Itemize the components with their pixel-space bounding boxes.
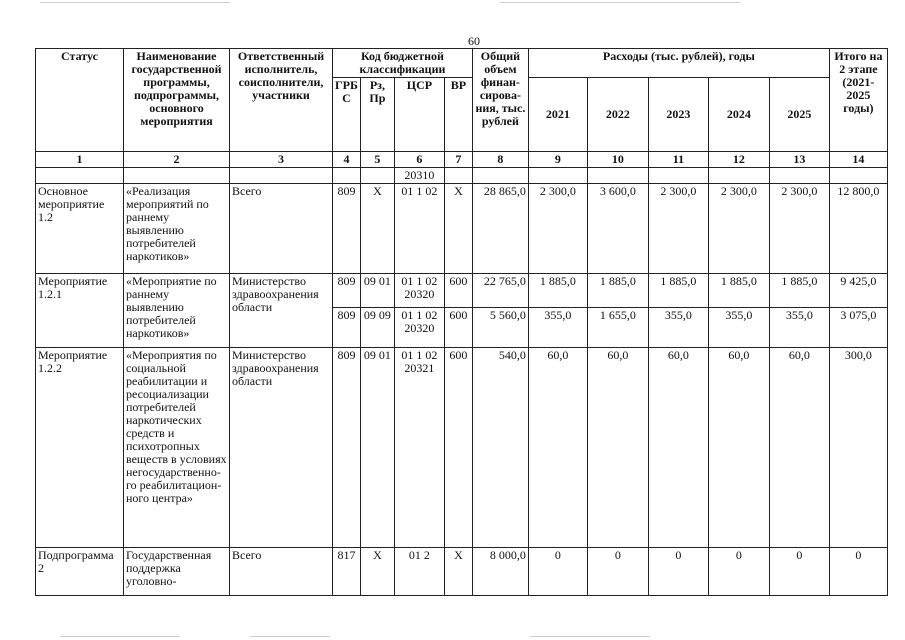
cell-rzpr: Х [360, 184, 394, 274]
header-name: Наименование государственной программы, подпрограммы, основного мероприятия [124, 49, 230, 152]
cell-2022: 3 600,0 [587, 184, 648, 274]
header-total-volume: Общий объем финан-сирова-ния, тыс. рублей [472, 49, 528, 152]
cell-grbs: 809 [333, 348, 361, 548]
cell-vr: 600 [444, 348, 472, 548]
cell-grbs: 809 [333, 184, 361, 274]
header-executor: Ответственный исполнитель, соисполнители, участники [230, 49, 333, 152]
header-vr: ВР [444, 78, 472, 152]
cell-2025: 2 300,0 [769, 184, 829, 274]
cell-csr-part: 20320 [404, 287, 435, 301]
cell-grbs: 809 [333, 274, 361, 308]
cell-2025: 355,0 [769, 308, 829, 348]
column-number: 7 [444, 152, 472, 168]
cell-total: 540,0 [472, 348, 528, 548]
cell-rzpr: 09 01 [360, 348, 394, 548]
table-row [36, 348, 888, 548]
cell-executor: Министерство здравоохранения области [230, 274, 333, 348]
cell-rzpr: 09 01 [360, 274, 394, 308]
cell-2021: 2 300,0 [528, 184, 587, 274]
cell-status: Мероприятие 1.2.2 [36, 348, 124, 548]
table-row [36, 548, 888, 596]
column-number: 12 [708, 152, 769, 168]
cell-2021: 60,0 [528, 348, 587, 548]
cell-2023: 0 [648, 548, 708, 596]
cell-2024: 0 [708, 548, 769, 596]
cell-stage-total: 9 425,0 [829, 274, 887, 308]
column-number: 1 [36, 152, 124, 168]
bottom-scan-line-left [60, 636, 180, 637]
header-rzpr: Рз, Пр [360, 78, 394, 152]
cell-2025: 0 [769, 548, 829, 596]
top-scan-line-left [40, 2, 230, 3]
cell-csr: 01 2 [394, 548, 444, 596]
column-number: 6 [394, 152, 444, 168]
cell-rzpr: Х [360, 548, 394, 596]
cell-executor: Всего [230, 184, 333, 274]
header-expenses: Расходы (тыс. рублей), годы [528, 49, 829, 78]
cell-name: Государственная поддержка уголовно- [124, 548, 230, 596]
cell-vr: 600 [444, 274, 472, 308]
column-number: 3 [230, 152, 333, 168]
cell-2024: 60,0 [708, 348, 769, 548]
cell-csr: 01 1 02 [394, 184, 444, 274]
cell-rzpr: 09 09 [360, 308, 394, 348]
cell-2024: 2 300,0 [708, 184, 769, 274]
header-year-2024: 2024 [708, 78, 769, 152]
cell-csr-part: 20320 [404, 321, 435, 335]
cell-csr [394, 348, 444, 548]
column-number: 14 [829, 152, 887, 168]
bottom-scan-line-mid [250, 636, 330, 637]
cell-total: 5 560,0 [472, 308, 528, 348]
cell-csr-part: 01 1 02 [401, 348, 438, 362]
header-csr: ЦСР [394, 78, 444, 152]
cell-2024: 355,0 [708, 308, 769, 348]
cell-name: «Мероприятия по социальной реабилитации и ресоциализации потребителей наркотических средств и психотропных веществ в условиях негосударственно-го реабилитацион-ного центра» [124, 348, 230, 548]
table-row [36, 274, 888, 308]
cell-total: 8 000,0 [472, 548, 528, 596]
cell-total: 22 765,0 [472, 274, 528, 308]
column-number: 5 [360, 152, 394, 168]
bottom-scan-line-right [530, 636, 650, 637]
budget-table [35, 48, 888, 596]
cell-status: Подпрограмма 2 [36, 548, 124, 596]
cell-2023: 2 300,0 [648, 184, 708, 274]
header-status: Статус [36, 49, 124, 152]
cell-2022: 0 [587, 548, 648, 596]
cell-2023: 355,0 [648, 308, 708, 348]
page-number: 60 [468, 34, 480, 48]
cell-csr-part: 01 1 02 [401, 274, 438, 288]
cell-csr-part: 20321 [404, 361, 435, 375]
cell-vr: Х [444, 184, 472, 274]
header-grbs: ГРБ С [333, 78, 361, 152]
header-year-2022: 2022 [587, 78, 648, 152]
cell-grbs: 809 [333, 308, 361, 348]
cell-vr: Х [444, 548, 472, 596]
header-budget-code: Код бюджетной классификации [333, 49, 473, 78]
column-number: 4 [333, 152, 361, 168]
cell-2022: 60,0 [587, 348, 648, 548]
header-year-2025: 2025 [769, 78, 829, 152]
column-number: 9 [528, 152, 587, 168]
cell-name: «Реализация мероприятий по раннему выявлению потребителей наркотиков» [124, 184, 230, 274]
cell-csr [394, 308, 444, 348]
cell-name: «Мероприятие по раннему выявлению потребителей наркотиков» [124, 274, 230, 348]
cell-vr: 600 [444, 308, 472, 348]
top-scan-line-right [500, 2, 740, 3]
cell-total: 28 865,0 [472, 184, 528, 274]
column-number: 13 [769, 152, 829, 168]
cell-2024: 1 885,0 [708, 274, 769, 308]
cell-executor: Министерство здравоохранения области [230, 348, 333, 548]
cell-stage-total: 0 [829, 548, 887, 596]
cell-2025: 60,0 [769, 348, 829, 548]
cell-status: Мероприятие 1.2.1 [36, 274, 124, 348]
header-year-2021: 2021 [528, 78, 587, 152]
cell-executor: Всего [230, 548, 333, 596]
cell-2023: 1 885,0 [648, 274, 708, 308]
cell-stage-total: 300,0 [829, 348, 887, 548]
cell-stage-total: 3 075,0 [829, 308, 887, 348]
cell-2021: 355,0 [528, 308, 587, 348]
cell-2022: 1 655,0 [587, 308, 648, 348]
table-row [36, 184, 888, 274]
header-stage-total: Итого на 2 этапе (2021-2025 годы) [829, 49, 887, 152]
cell-2022: 1 885,0 [587, 274, 648, 308]
cell-grbs: 817 [333, 548, 361, 596]
cell-2025: 1 885,0 [769, 274, 829, 308]
cell-stage-total: 12 800,0 [829, 184, 887, 274]
cell-status: Основное мероприятие 1.2 [36, 184, 124, 274]
cell-2023: 60,0 [648, 348, 708, 548]
table-row-carry [36, 168, 888, 184]
column-number-row [36, 152, 888, 168]
header-year-2023: 2023 [648, 78, 708, 152]
cell-2021: 1 885,0 [528, 274, 587, 308]
cell-2021: 0 [528, 548, 587, 596]
cell-csr: 20310 [394, 168, 444, 184]
column-number: 8 [472, 152, 528, 168]
column-number: 10 [587, 152, 648, 168]
cell-csr-part: 01 1 02 [401, 308, 438, 322]
cell-csr [394, 274, 444, 308]
column-number: 11 [648, 152, 708, 168]
column-number: 2 [124, 152, 230, 168]
